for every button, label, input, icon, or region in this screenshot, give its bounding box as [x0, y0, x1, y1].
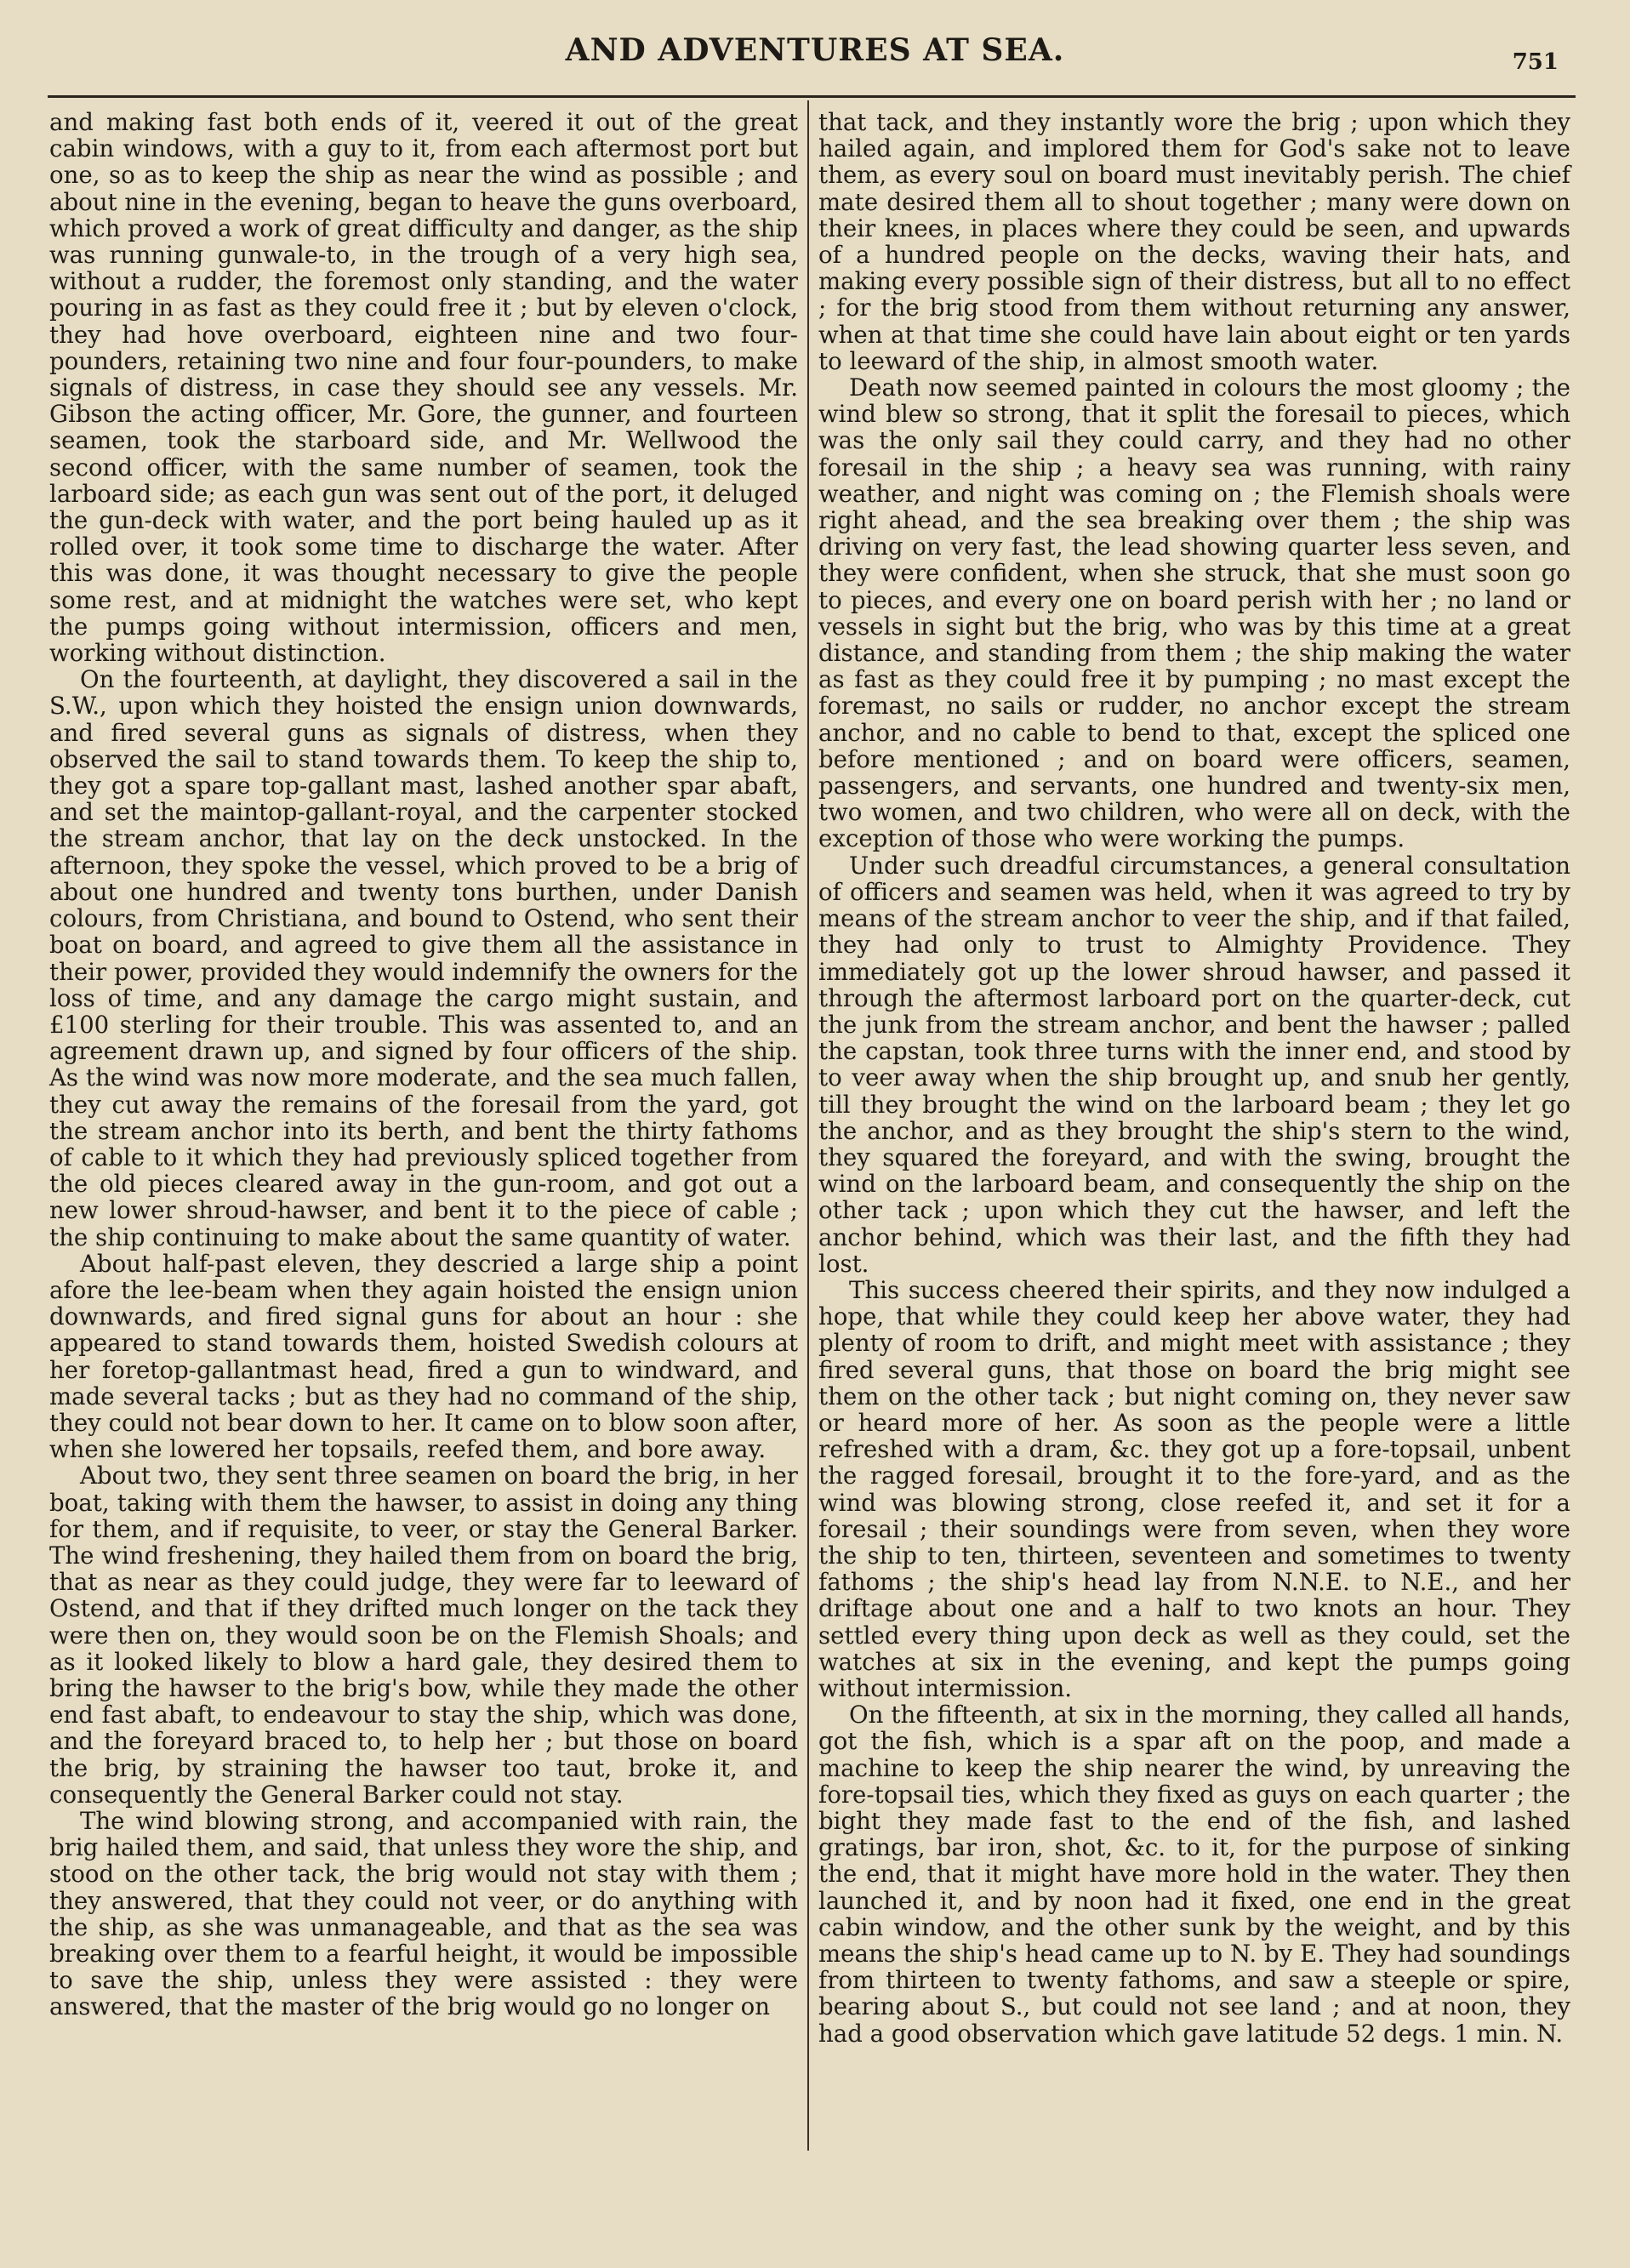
paragraph: The wind blowing strong, and accompanied with rain, the brig hailed them, and said, that unless they wore the ship, and stood on the other tack, the brig would not stay with them ; they answered, that they could not veer, or do anything with the ship, as she was unmanageable, and that as the sea was breaking over them to a fearful height, it would be impossible to save the ship, unless they were assisted : they were answered, that the master of the brig would go no longer on: [49, 1807, 798, 2021]
column-divider: [807, 100, 809, 2151]
paragraph: About half-past eleven, they descried a large ship a point afore the lee-beam when they again hoisted the ensign union downwards, and fired signal guns for about an hour : she appeared to stand towards them, hoisted Swedish colours at her foretop-gallantmast head, fired a gun to windward, and made several tacks ; but as they had no command of the ship, they could not bear down to her. It came on to blow soon after, when she lowered her topsails, reefed them, and bore away.: [49, 1249, 799, 1464]
paragraph: that tack, and they instantly wore the brig ; upon which they hailed again, and implored them for God's sake not to leave them, as every soul on board must inevitably perish. The chief mate desired them all to shout together ; many were down on their knees, in places where they could be seen, and upwards of a hundred people on the decks, waving their hats, and making every possible sign of their distress, but all to no effect ; for the brig stood from them without returning any answer, when at that time she could have lain about eight or ten yards to leeward of the ship, in almost smooth water.: [818, 108, 1570, 375]
paragraph: Under such dreadful circumstances, a general consultation of officers and seamen was held, when it was agreed to try by means of the stream anchor to veer the ship, and if that failed, they had only to trust to Almighty Providence. They immediately got up the lower shroud hawser, and passed it through the aftermost larboard port on the quarter-deck, cut the junk from the stream anchor, and bent the hawser ; palled the capstan, took three turns with the inner end, and stood by to veer away when the ship brought up, and snub her gently, till they brought the wind on the larboard beam ; they let go the anchor, and as they brought the ship's stern to the wind, they squared the foreyard, and with the swing, brought the wind on the larboard beam, and consequently the ship on the other tack ; upon which they cut the hawser, and left the anchor behind, which was their last, and the fifth they had lost.: [818, 851, 1570, 1278]
paragraph: and making fast both ends of it, veered it out of the great cabin windows, with a guy to it, from each aftermost port but one, so as to keep the ship as near the wind as possible ; and about nine in the evening, began to heave the guns overboard, which proved a work of great difficulty and danger, as the ship was running gunwale-to, in the trough of a very high sea, without a rudder, the foremost only standing, and the water pouring in as fast as they could free it ; but by eleven o'clock, they had hove overboard, eighteen nine and two four-pounders, retaining two nine and four four-pounders, to make signals of distress, in case they should see any vessels. Mr. Gibson the acting officer, Mr. Gore, the gunner, and fourteen seamen, took the starboard side, and Mr. Wellwood the second officer, with the same number of seamen, took the larboard side; as each gun was sent out of the port, it deluged the gun-deck with water, and the port being hauled up as it rolled over, it took some time to discharge the water. After this was done, it was thought necessary to give the people some rest, and at midnight the watches were set, who kept the pumps going without intermission, officers and men, working without distinction.: [49, 108, 798, 668]
header-rule: [48, 95, 1576, 98]
right-column: [818, 109, 1570, 2047]
paragraph: About two, they sent three seamen on board the brig, in her boat, taking with them the hawser, to assist in doing any thing for them, and if requisite, to veer, or stay the General Barker. The wind freshening, they hailed them from on board the brig, that as near as they could judge, they were far to leeward of Ostend, and that if they drifted much longer on the tack they were then on, they would soon be on the Flemish Shoals; and as it looked likely to blow a hard gale, they desired them to bring the hawser to the brig's bow, while they made the other end fast abaft, to endeavour to stay the ship, which was done, and the foreyard braced to, to help her ; but those on board the brig, by straining the hawser too taut, broke it, and consequently the General Barker could not stay.: [49, 1462, 798, 1809]
paragraph: On the fifteenth, at six in the morning, they called all hands, got the fish, which is a spar aft on the poop, and made a machine to keep the ship nearer the wind, by unreaving the fore-topsail ties, which they fixed as guys on each quarter ; the bight they made fast to the end of the fish, and lashed gratings, bar iron, shot, &c. to it, for the purpose of sinking the end, that it might have more hold in the water. They then launched it, and by noon had it fixed, one end in the great cabin window, and the other sunk by the weight, and by this means the ship's head came up to N. by E. They had soundings from thirteen to twenty fathoms, and saw a steeple or spire, bearing about S., but could not see land ; and at noon, they had a good observation which gave latitude 52 degs. 1 min. N.: [818, 1701, 1570, 2048]
paragraph: This success cheered their spirits, and they now indulged a hope, that while they could keep her above water, they had plenty of room to drift, and might meet with assistance ; they fired several guns, that those on board the brig might see them on the other tack ; but night coming on, they never saw or heard more of her. As soon as the people were a little refreshed with a dram, &c. they got up a fore-topsail, unbent the ragged foresail, brought it to the fore-yard, and as the wind was blowing strong, close reefed it, and set it for a foresail ; their soundings were from seven, when they wore the ship to ten, thirteen, seventeen and sometimes to twenty fathoms ; the ship's head lay from N.N.E. to N.E., and her driftage about one and a half to two knots an hour. They settled every thing upon deck as well as they could, set the watches at six in the evening, and kept the pumps going without intermission.: [818, 1275, 1570, 1702]
paragraph: On the fourteenth, at daylight, they discovered a sail in the S.W., upon which they hoisted the ensign union downwards, and fired several guns as signals of distress, when they observed the sail to stand towards them. To keep the ship to, they got a spare top-gallant mast, lashed another spar abaft, and set the maintop-gallant-royal, and the carpenter stocked the stream anchor, that lay on the deck unstocked. In the afternoon, they spoke the vessel, which proved to be a brig of about one hundred and twenty tons burthen, under Danish colours, from Christiana, and bound to Ostend, who sent their boat on board, and agreed to give them all the assistance in their power, provided they would indemnify the owners for the loss of time, and any damage the cargo might sustain, and £100 sterling for their trouble. This was assented to, and an agreement drawn up, and signed by four officers of the ship. As the wind was now more moderate, and the sea much fallen, they cut away the remains of the foresail from the yard, got the stream anchor into its berth, and bent the thirty fathoms of cable to it which they had previously spliced together from the old pieces cleared away in the gun-room, and got out a new lower shroud-hawser, and bent it to the piece of cable ; the ship continuing to make about the same quantity of water.: [49, 665, 798, 1251]
page-number: 751: [1512, 49, 1559, 75]
paragraph: Death now seemed painted in colours the most gloomy ; the wind blew so strong, that it split the foresail to pieces, which was the only sail they could carry, and they had no other foresail in the ship ; a heavy sea was running, with rainy weather, and night was coming on ; the Flemish shoals were right ahead, and the sea breaking over them ; the ship was driving on very fast, the lead showing quarter less seven, and they were confident, when she struck, that she must soon go to pieces, and every one on board perish with her ; no land or vessels in sight but the brig, who was by this time at a great distance, and standing from them ; the ship making the water as fast as they could free it by pumping ; no mast except the foremast, no sails or rudder, no anchor except the stream anchor, and no cable to bend to that, except the spliced one before mentioned ; and on board were officers, seamen, passengers, and servants, one hundred and twenty-six men, two women, and two children, who were all on deck, with the exception of those who were working the pumps.: [818, 373, 1570, 853]
running-head: AND ADVENTURES AT SEA.: [565, 32, 1065, 68]
left-column: [49, 109, 798, 2020]
